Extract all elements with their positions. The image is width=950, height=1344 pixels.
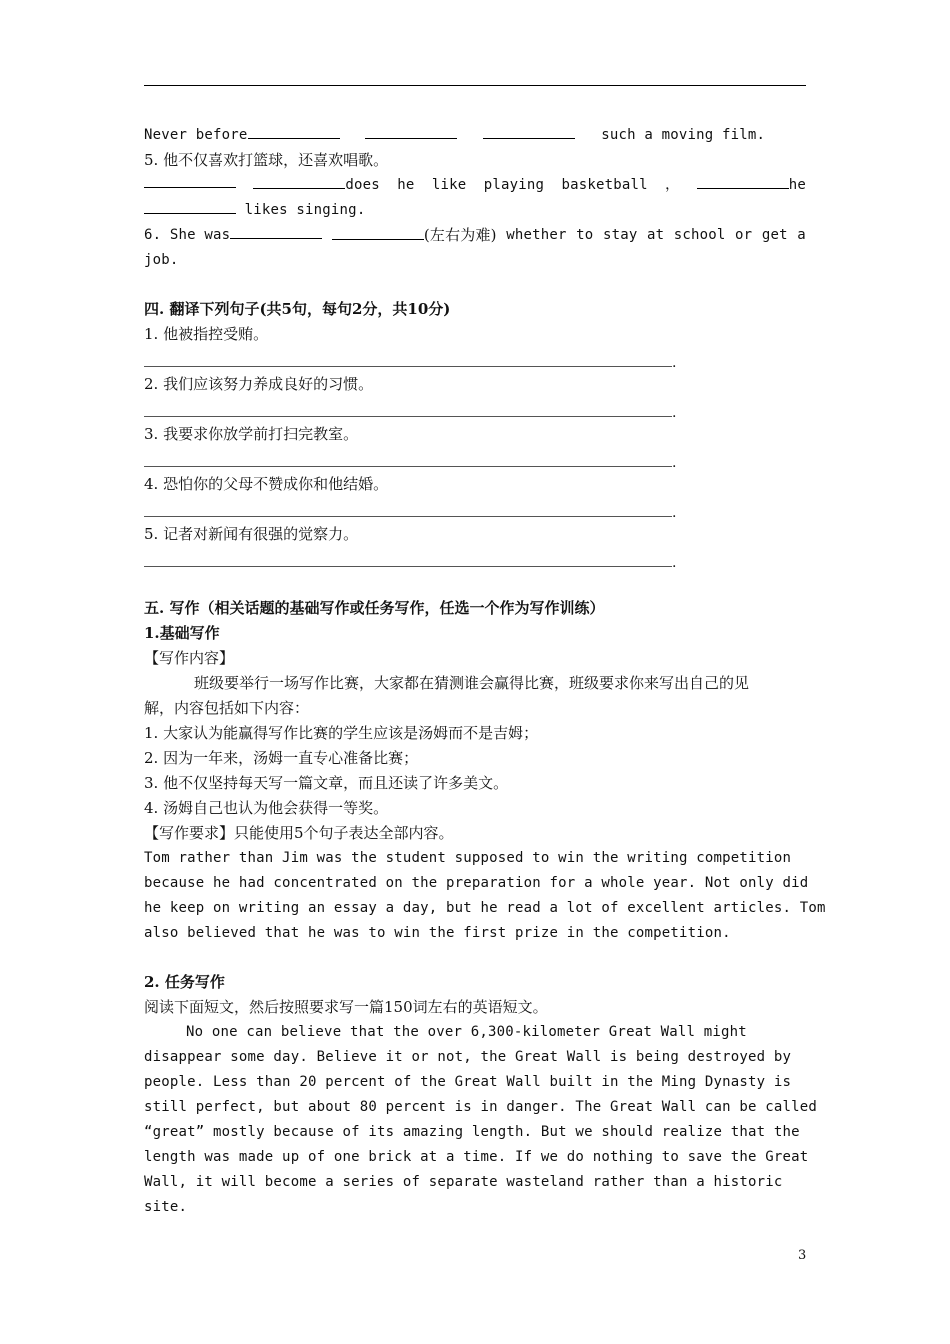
answer-period: . <box>672 355 677 371</box>
answer-line[interactable] <box>144 466 672 467</box>
answer-period: . <box>672 455 677 471</box>
q5-word: basketball <box>561 177 648 193</box>
sample-answer-line: also believed that he was to win the first prize in the competition. <box>144 925 731 941</box>
basic-writing-title: 1.基础写作 <box>144 624 220 642</box>
answer-period: . <box>672 405 677 421</box>
page-number: 3 <box>798 1248 807 1263</box>
answer-period: . <box>672 505 677 521</box>
translation-item: 1. 他被指控受贿。 <box>144 325 269 343</box>
q6-line2: job. <box>144 252 179 268</box>
q4-sentence <box>144 123 806 148</box>
translation-item: 5. 记者对新闻有很强的觉察力。 <box>144 525 359 543</box>
q5-word: playing <box>483 177 545 193</box>
q5-word: does <box>345 177 380 193</box>
translation-item: 2. 我们应该努力养成良好的习惯。 <box>144 375 374 393</box>
q5-prompt: 5. 他不仅喜欢打篮球，还喜欢唱歌。 <box>144 151 389 169</box>
q5-word: he <box>397 177 415 193</box>
sample-answer-line: Tom rather than Jim was the student supposed to win the writing competition <box>144 850 792 866</box>
answer-line[interactable] <box>144 516 672 517</box>
passage-line: length was made up of one brick at a time. If we do nothing to save the Great <box>144 1149 809 1165</box>
passage-line: people. Less than 20 percent of the Great Wall built in the Ming Dynasty is <box>144 1074 792 1090</box>
content-point: 4. 汤姆自己也认为他会获得一等奖。 <box>144 799 389 817</box>
passage-line: No one can believe that the over 6,300-kilometer Great Wall might <box>186 1024 747 1040</box>
translation-item: 4. 恐怕你的父母不赞成你和他结婚。 <box>144 475 389 493</box>
q6-word: whether <box>506 227 567 243</box>
q6-line1 <box>144 223 806 249</box>
writing-requirement: 【写作要求】只能使用5个句子表达全部内容。 <box>144 824 454 842</box>
blank[interactable] <box>697 174 789 189</box>
blank[interactable] <box>144 173 236 188</box>
blank[interactable] <box>483 124 575 139</box>
q5-line1 <box>144 173 806 198</box>
q6-word: a <box>797 227 806 243</box>
blank[interactable] <box>332 225 424 240</box>
q5-end: likes singing. <box>244 202 366 218</box>
task-instruction: 阅读下面短文，然后按照要求写一篇150词左右的英语短文。 <box>144 998 548 1016</box>
q6-word: get <box>761 227 788 243</box>
q4-end: such a moving film. <box>601 127 766 143</box>
q5-word: he <box>788 177 806 193</box>
header-rule <box>144 85 806 86</box>
q6-word: at <box>646 227 665 243</box>
blank[interactable] <box>365 124 457 139</box>
passage-line: disappear some day. Believe it or not, the Great Wall is being destroyed by <box>144 1049 792 1065</box>
content-point: 1. 大家认为能赢得写作比赛的学生应该是汤姆而不是吉姆； <box>144 724 539 742</box>
passage-line: “great” mostly because of its amazing length. But we should realize that the <box>144 1124 800 1140</box>
blank[interactable] <box>253 174 345 189</box>
q5-word: ， <box>665 177 680 193</box>
answer-line[interactable] <box>144 566 672 567</box>
sample-answer-line: because he had concentrated on the preparation for a whole year. Not only did <box>144 875 809 891</box>
writing-heading: 五. 写作（相关话题的基础写作或任务写作，任选一个作为写作训练） <box>144 599 605 617</box>
sample-answer-line: he keep on writing an essay a day, but he read a lot of excellent articles. Tom <box>144 900 826 916</box>
blank[interactable] <box>144 199 236 214</box>
task-writing-title: 2. 任务写作 <box>144 973 225 991</box>
answer-period: . <box>672 555 677 571</box>
content-label: 【写作内容】 <box>144 649 235 667</box>
passage-line: Wall, it will become a series of separate wasteland rather than a historic <box>144 1174 783 1190</box>
passage-line: still perfect, but about 80 percent is in danger. The Great Wall can be called <box>144 1099 818 1115</box>
q6-word: school <box>673 227 726 243</box>
blank[interactable] <box>230 224 322 239</box>
q6-word: to <box>576 227 594 243</box>
answer-line[interactable] <box>144 416 672 417</box>
translation-heading: 四. 翻译下列句子(共5句，每句2分，共10分) <box>144 300 451 318</box>
q6-word: stay <box>602 227 638 243</box>
q5-word: like <box>431 177 467 193</box>
content-point: 3. 他不仅坚持每天写一篇文章，而且还读了许多美文。 <box>144 774 509 792</box>
translation-item: 3. 我要求你放学前打扫完教室。 <box>144 425 359 443</box>
intro-text: 班级要举行一场写作比赛，大家都在猜测谁会赢得比赛，班级要求你来写出自己的见 <box>194 674 750 692</box>
q6-start: 6. She was <box>144 227 231 243</box>
blank[interactable] <box>248 124 340 139</box>
passage-line: site. <box>144 1199 188 1215</box>
q4-start: Never before <box>144 127 248 143</box>
q6-hint: (左右为难) <box>423 226 497 244</box>
q6-word: or <box>735 227 753 243</box>
intro-text: 解，内容包括如下内容： <box>144 699 310 717</box>
q5-line2 <box>144 198 806 223</box>
content-point: 2. 因为一年来，汤姆一直专心准备比赛； <box>144 749 419 767</box>
answer-line[interactable] <box>144 366 672 367</box>
